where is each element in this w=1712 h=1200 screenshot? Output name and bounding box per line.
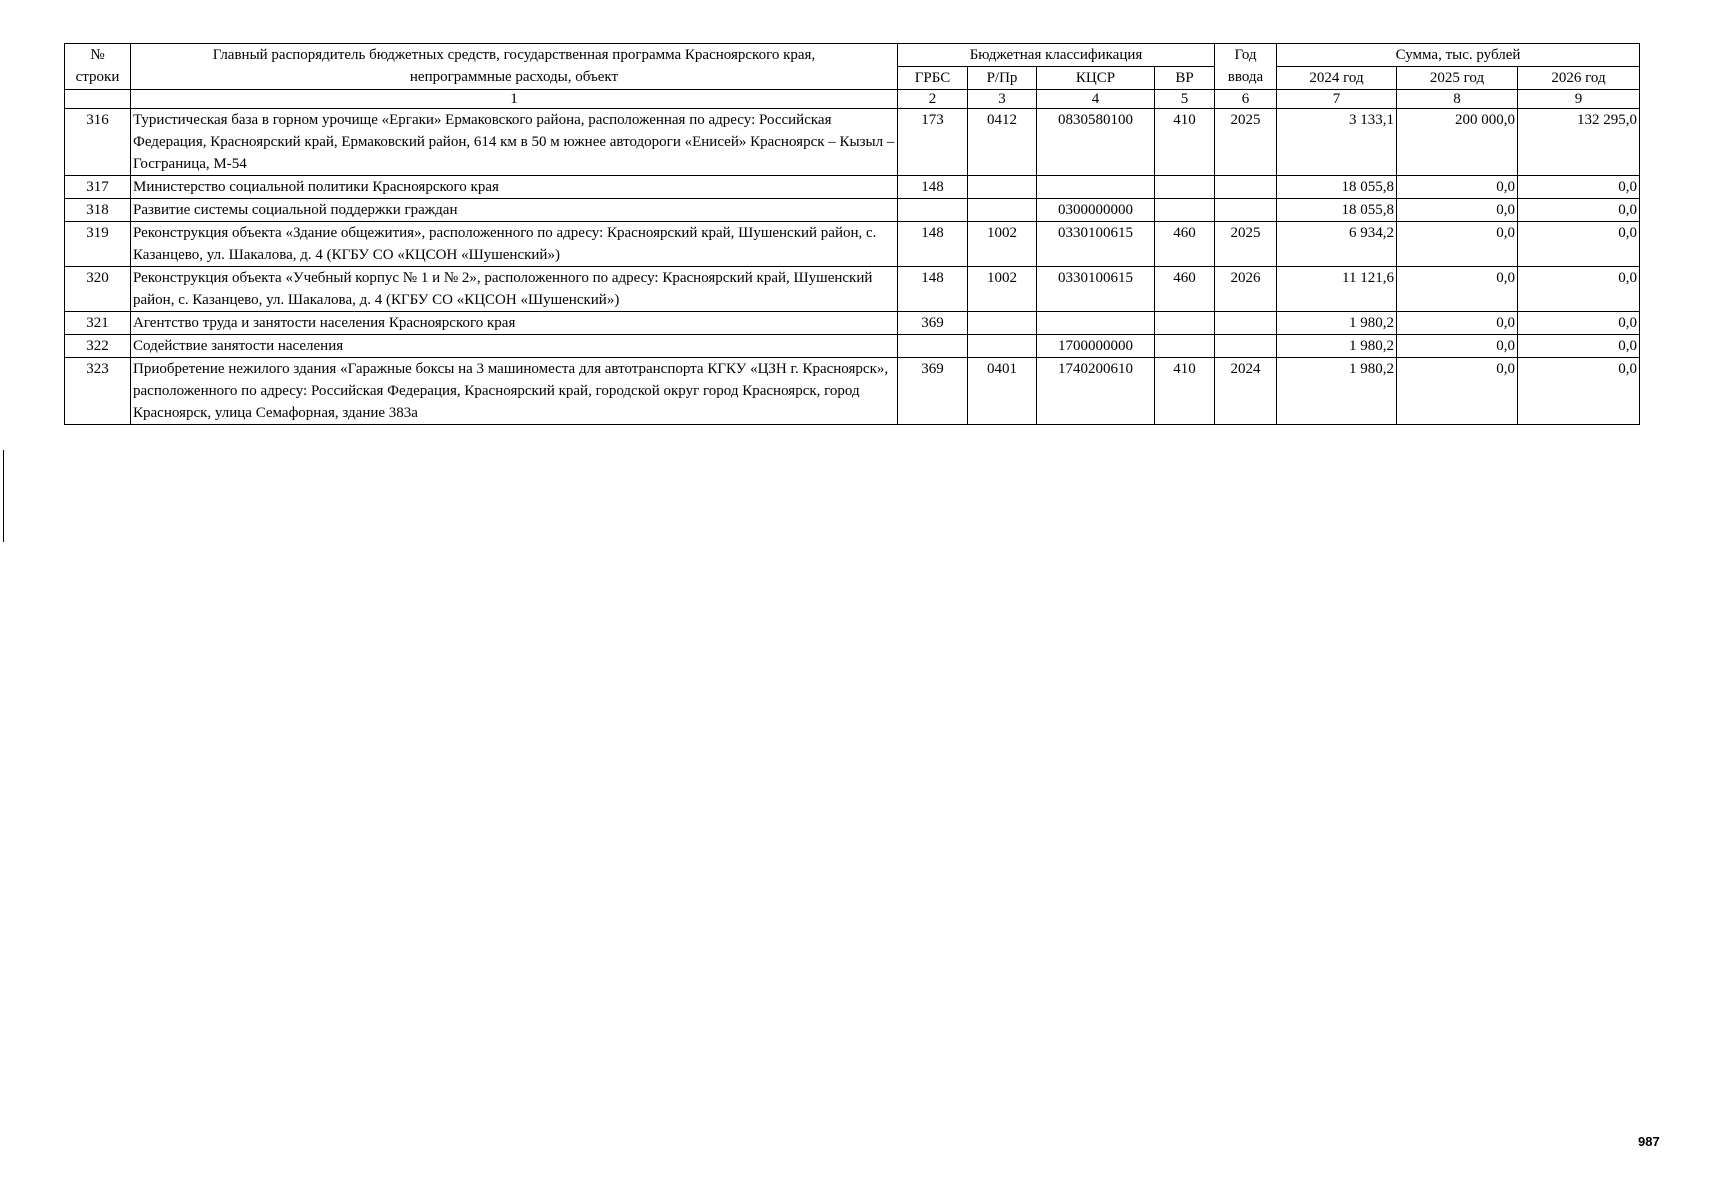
header-budget-classification: Бюджетная классификация bbox=[898, 44, 1215, 67]
column-number bbox=[65, 90, 131, 109]
budget-table bbox=[64, 43, 1640, 425]
header-main-line2: непрограммные расходы, объект bbox=[409, 69, 619, 85]
header-grbs: ГРБС bbox=[898, 67, 968, 90]
row-vr: 460 bbox=[1155, 222, 1215, 267]
row-sum-2026: 0,0 bbox=[1518, 199, 1640, 222]
row-grbs: 148 bbox=[898, 267, 968, 312]
row-vr: 410 bbox=[1155, 358, 1215, 425]
row-kcsr: 0830580100 bbox=[1037, 109, 1155, 176]
row-year: 2025 bbox=[1215, 109, 1277, 176]
header-kcsr: КЦСР bbox=[1037, 67, 1155, 90]
header-year-line2: ввода bbox=[1227, 69, 1264, 85]
row-number: 316 bbox=[65, 109, 131, 176]
row-number: 319 bbox=[65, 222, 131, 267]
row-vr: 460 bbox=[1155, 267, 1215, 312]
row-rpr: 0401 bbox=[968, 358, 1037, 425]
row-year bbox=[1215, 312, 1277, 335]
row-sum-2026: 0,0 bbox=[1518, 358, 1640, 425]
table-row bbox=[65, 109, 1640, 176]
header-main bbox=[131, 44, 898, 90]
table-row bbox=[65, 176, 1640, 199]
row-sum-2025: 0,0 bbox=[1397, 222, 1518, 267]
column-number: 2 bbox=[898, 90, 968, 109]
row-number: 317 bbox=[65, 176, 131, 199]
row-grbs: 148 bbox=[898, 176, 968, 199]
row-kcsr: 0330100615 bbox=[1037, 222, 1155, 267]
row-year: 2026 bbox=[1215, 267, 1277, 312]
row-sum-2026: 0,0 bbox=[1518, 267, 1640, 312]
table-row bbox=[65, 267, 1640, 312]
row-sum-2025: 0,0 bbox=[1397, 358, 1518, 425]
row-grbs bbox=[898, 335, 968, 358]
row-number: 322 bbox=[65, 335, 131, 358]
row-sum-2024: 11 121,6 bbox=[1277, 267, 1397, 312]
header-2024: 2024 год bbox=[1277, 67, 1397, 90]
row-year bbox=[1215, 176, 1277, 199]
header-row-number bbox=[65, 44, 131, 90]
row-sum-2025: 0,0 bbox=[1397, 199, 1518, 222]
row-rpr: 1002 bbox=[968, 267, 1037, 312]
row-year bbox=[1215, 335, 1277, 358]
row-number: 323 bbox=[65, 358, 131, 425]
row-name: Приобретение нежилого здания «Гаражные боксы на 3 машиноместа для автотранспорта КГКУ «ЦЗН г. Красноярск», расположенного по адресу: Российская Федерация, Красноярский край, городской округ город Красноярск, город Красноярск, улица Семафорная, здание 383а bbox=[131, 358, 898, 425]
row-name: Министерство социальной политики Красноярского края bbox=[131, 176, 898, 199]
column-number: 3 bbox=[968, 90, 1037, 109]
row-number: 318 bbox=[65, 199, 131, 222]
row-sum-2024: 18 055,8 bbox=[1277, 199, 1397, 222]
row-grbs: 173 bbox=[898, 109, 968, 176]
row-sum-2024: 6 934,2 bbox=[1277, 222, 1397, 267]
row-rpr: 0412 bbox=[968, 109, 1037, 176]
row-number: 321 bbox=[65, 312, 131, 335]
row-name: Туристическая база в горном урочище «Ергаки» Ермаковского района, расположенная по адресу: Российская Федерация, Красноярский край, Ермаковский район, 614 км в 50 м южнее автодороги «Енисей» Красноярск – Кызыл – Госграница, М-54 bbox=[131, 109, 898, 176]
row-sum-2025: 0,0 bbox=[1397, 176, 1518, 199]
row-grbs bbox=[898, 199, 968, 222]
header-main-line1: Главный распорядитель бюджетных средств, государственная программа Красноярского края, bbox=[212, 47, 816, 63]
row-rpr: 1002 bbox=[968, 222, 1037, 267]
header-vr: ВР bbox=[1155, 67, 1215, 90]
row-sum-2026: 0,0 bbox=[1518, 222, 1640, 267]
row-kcsr bbox=[1037, 312, 1155, 335]
row-rpr bbox=[968, 199, 1037, 222]
row-sum-2026: 0,0 bbox=[1518, 335, 1640, 358]
header-year-line1: Год bbox=[1234, 47, 1257, 63]
header-rpr: Р/Пр bbox=[968, 67, 1037, 90]
row-kcsr: 1700000000 bbox=[1037, 335, 1155, 358]
row-name: Агентство труда и занятости населения Красноярского края bbox=[131, 312, 898, 335]
row-kcsr: 0330100615 bbox=[1037, 267, 1155, 312]
row-sum-2025: 0,0 bbox=[1397, 335, 1518, 358]
row-rpr bbox=[968, 176, 1037, 199]
column-number: 1 bbox=[131, 90, 898, 109]
row-sum-2024: 3 133,1 bbox=[1277, 109, 1397, 176]
row-sum-2024: 1 980,2 bbox=[1277, 312, 1397, 335]
row-vr: 410 bbox=[1155, 109, 1215, 176]
column-number: 9 bbox=[1518, 90, 1640, 109]
scan-margin-line bbox=[3, 450, 4, 542]
row-grbs: 369 bbox=[898, 358, 968, 425]
row-vr bbox=[1155, 176, 1215, 199]
row-sum-2024: 1 980,2 bbox=[1277, 358, 1397, 425]
row-year: 2025 bbox=[1215, 222, 1277, 267]
header-2025: 2025 год bbox=[1397, 67, 1518, 90]
table-row bbox=[65, 312, 1640, 335]
column-number: 4 bbox=[1037, 90, 1155, 109]
header-year bbox=[1215, 44, 1277, 90]
row-kcsr: 0300000000 bbox=[1037, 199, 1155, 222]
column-number: 7 bbox=[1277, 90, 1397, 109]
table-row bbox=[65, 358, 1640, 425]
row-sum-2025: 0,0 bbox=[1397, 267, 1518, 312]
row-kcsr bbox=[1037, 176, 1155, 199]
row-vr bbox=[1155, 312, 1215, 335]
row-vr bbox=[1155, 199, 1215, 222]
table-row bbox=[65, 199, 1640, 222]
row-name: Развитие системы социальной поддержки граждан bbox=[131, 199, 898, 222]
row-sum-2026: 132 295,0 bbox=[1518, 109, 1640, 176]
row-name: Реконструкция объекта «Учебный корпус № 1 и № 2», расположенного по адресу: Красноярский край, Шушенский район, с. Казанцево, ул. Шакалова, д. 4 (КГБУ СО «КЦСОН «Шушенский») bbox=[131, 267, 898, 312]
page-number: 987 bbox=[1638, 1134, 1660, 1149]
row-year bbox=[1215, 199, 1277, 222]
row-number: 320 bbox=[65, 267, 131, 312]
row-sum-2025: 200 000,0 bbox=[1397, 109, 1518, 176]
row-sum-2026: 0,0 bbox=[1518, 312, 1640, 335]
row-grbs: 148 bbox=[898, 222, 968, 267]
column-number: 5 bbox=[1155, 90, 1215, 109]
column-number: 6 bbox=[1215, 90, 1277, 109]
header-row-number-line2: строки bbox=[75, 69, 120, 85]
header-row-number-line1: № bbox=[90, 47, 105, 63]
row-sum-2024: 1 980,2 bbox=[1277, 335, 1397, 358]
row-sum-2025: 0,0 bbox=[1397, 312, 1518, 335]
column-number: 8 bbox=[1397, 90, 1518, 109]
row-sum-2026: 0,0 bbox=[1518, 176, 1640, 199]
row-rpr bbox=[968, 312, 1037, 335]
header-amount: Сумма, тыс. рублей bbox=[1277, 44, 1640, 67]
header-2026: 2026 год bbox=[1518, 67, 1640, 90]
table-row bbox=[65, 222, 1640, 267]
row-name: Содействие занятости населения bbox=[131, 335, 898, 358]
row-grbs: 369 bbox=[898, 312, 968, 335]
row-vr bbox=[1155, 335, 1215, 358]
row-sum-2024: 18 055,8 bbox=[1277, 176, 1397, 199]
table-row bbox=[65, 335, 1640, 358]
row-kcsr: 1740200610 bbox=[1037, 358, 1155, 425]
row-year: 2024 bbox=[1215, 358, 1277, 425]
row-rpr bbox=[968, 335, 1037, 358]
row-name: Реконструкция объекта «Здание общежития», расположенного по адресу: Красноярский край, Шушенский район, с. Казанцево, ул. Шакалова, д. 4 (КГБУ СО «КЦСОН «Шушенский») bbox=[131, 222, 898, 267]
